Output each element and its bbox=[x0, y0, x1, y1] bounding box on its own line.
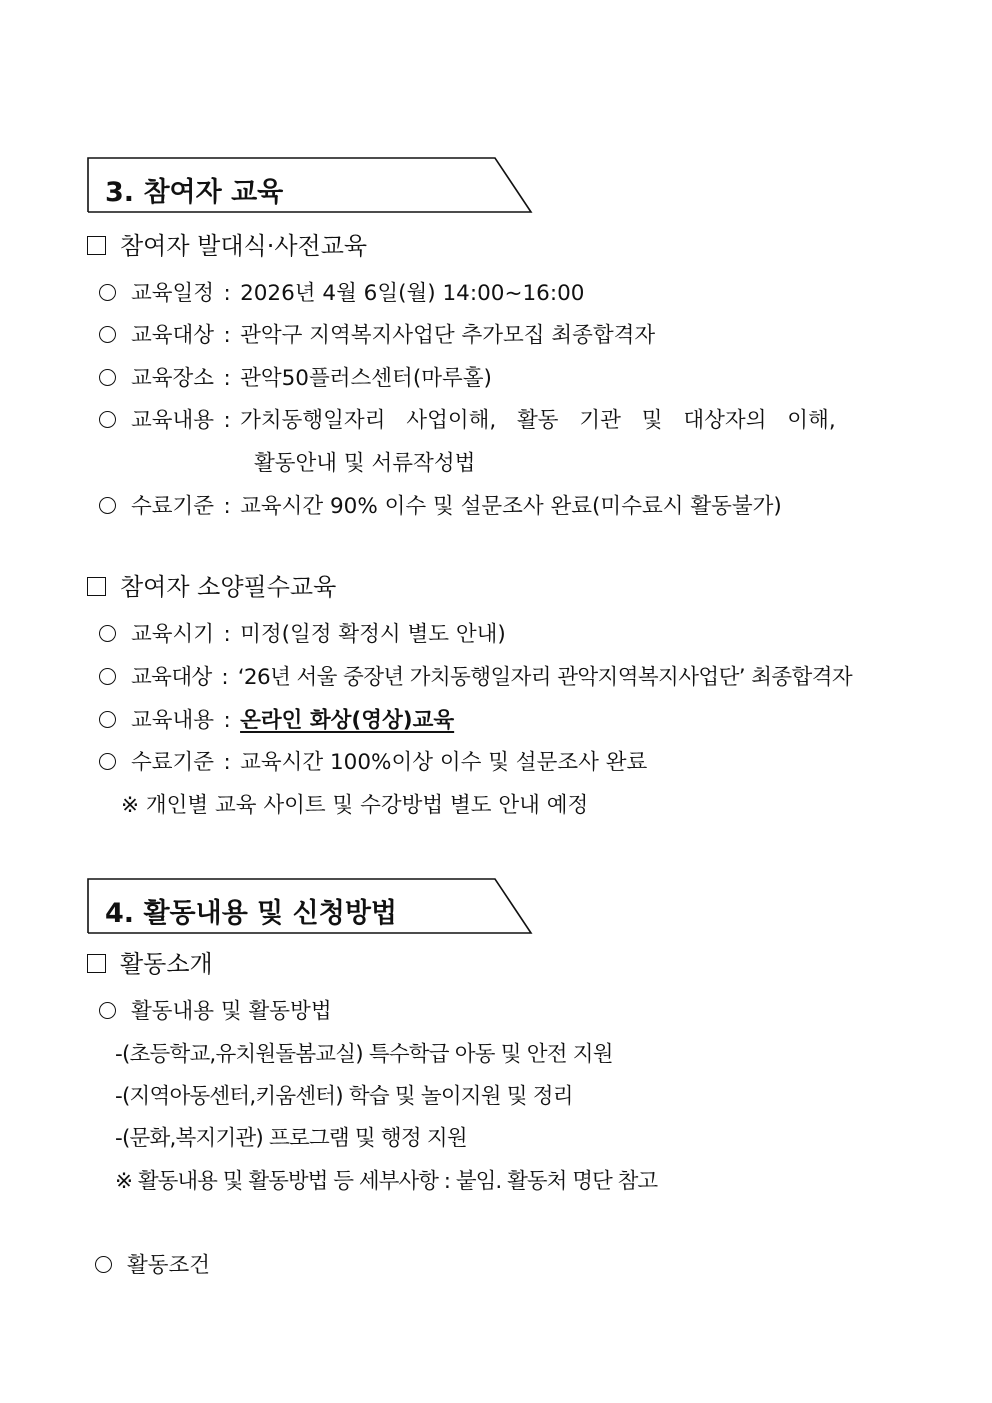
item-value: 미정(일정 확정시 별도 안내) bbox=[240, 622, 506, 647]
section-4-title: 4. 활동내용 및 신청방법 bbox=[105, 898, 397, 929]
note-text: ※ 개인별 교육 사이트 및 수강방법 별도 안내 예정 bbox=[121, 793, 589, 818]
colon: : bbox=[223, 750, 231, 775]
item-label: 교육대상 bbox=[131, 323, 215, 348]
circle-bullet-icon bbox=[99, 753, 116, 770]
activity-line: -(지역아동센터,키움센터) 학습 및 놀이지원 및 정리 bbox=[115, 1084, 573, 1109]
circle-bullet-icon bbox=[99, 326, 116, 343]
list-item bbox=[99, 276, 584, 307]
activity-line: -(초등학교,유치원돌봄교실) 특수학급 아동 및 안전 지원 bbox=[115, 1042, 613, 1067]
group-heading-text: 참여자 발대식·사전교육 bbox=[120, 232, 368, 260]
square-bullet-icon bbox=[87, 577, 106, 596]
section-4-banner bbox=[87, 878, 533, 934]
list-item bbox=[99, 660, 852, 691]
group-heading-activity bbox=[87, 944, 213, 979]
colon: : bbox=[223, 708, 231, 733]
item-label: 교육대상 bbox=[131, 665, 212, 690]
colon: : bbox=[223, 281, 231, 306]
circle-bullet-icon bbox=[99, 411, 116, 428]
item-value: 관악구 지역복지사업단 추가모집 최종합격자 bbox=[240, 323, 656, 348]
item-label: 교육내용 bbox=[131, 708, 215, 733]
list-item bbox=[95, 1248, 210, 1279]
item-label: 활동조건 bbox=[127, 1253, 211, 1278]
section-3-title: 3. 참여자 교육 bbox=[105, 177, 284, 208]
square-bullet-icon bbox=[87, 954, 106, 973]
group-heading-training bbox=[87, 567, 336, 602]
list-item bbox=[99, 703, 454, 734]
list-item bbox=[99, 617, 506, 648]
item-label: 교육일정 bbox=[131, 281, 215, 306]
list-item bbox=[99, 745, 647, 776]
item-label: 교육내용 bbox=[131, 408, 215, 433]
item-value-emphasis: 온라인 화상(영상)교육 bbox=[240, 708, 455, 733]
item-value: 교육시간 100%이상 이수 및 설문조사 완료 bbox=[240, 750, 648, 775]
item-label: 교육시기 bbox=[131, 622, 215, 647]
group-heading-text: 참여자 소양필수교육 bbox=[120, 573, 337, 601]
list-item bbox=[99, 994, 332, 1025]
colon: : bbox=[223, 323, 231, 348]
colon: : bbox=[221, 665, 229, 690]
section-3-banner bbox=[87, 157, 533, 213]
note-text: ※ 활동내용 및 활동방법 등 세부사항 : 붙임. 활동처 명단 참고 bbox=[115, 1169, 658, 1194]
item-label: 수료기준 bbox=[131, 750, 215, 775]
square-bullet-icon bbox=[87, 236, 106, 255]
item-value: ‘26년 서울 중장년 가치동행일자리 관악지역복지사업단’ 최종합격자 bbox=[237, 665, 853, 690]
item-label: 활동내용 및 활동방법 bbox=[131, 999, 332, 1024]
item-value: 가치동행일자리 사업이해, 활동 기관 및 대상자의 이해, bbox=[240, 408, 836, 433]
group-heading-text: 활동소개 bbox=[120, 950, 213, 978]
item-value: 관악50플러스센터(마루홀) bbox=[240, 366, 492, 391]
item-value: 교육시간 90% 이수 및 설문조사 완료(미수료시 활동불가) bbox=[240, 494, 782, 519]
circle-bullet-icon bbox=[99, 1002, 116, 1019]
item-label: 교육장소 bbox=[131, 366, 215, 391]
colon: : bbox=[223, 366, 231, 391]
colon: : bbox=[223, 408, 231, 433]
circle-bullet-icon bbox=[95, 1256, 112, 1273]
circle-bullet-icon bbox=[99, 711, 116, 728]
item-value: 2026년 4월 6일(월) 14:00~16:00 bbox=[240, 281, 585, 306]
colon: : bbox=[223, 494, 231, 519]
item-value-continued: 활동안내 및 서류작성법 bbox=[254, 451, 476, 476]
circle-bullet-icon bbox=[99, 497, 116, 514]
circle-bullet-icon bbox=[99, 284, 116, 301]
item-label: 수료기준 bbox=[131, 494, 215, 519]
list-item bbox=[99, 318, 655, 349]
colon: : bbox=[223, 622, 231, 647]
circle-bullet-icon bbox=[99, 369, 116, 386]
activity-line: -(문화,복지기관) 프로그램 및 행정 지원 bbox=[115, 1126, 467, 1151]
circle-bullet-icon bbox=[99, 668, 116, 685]
list-item bbox=[99, 489, 782, 520]
group-heading-orientation bbox=[87, 226, 367, 261]
list-item bbox=[99, 403, 836, 434]
list-item bbox=[99, 361, 492, 392]
circle-bullet-icon bbox=[99, 625, 116, 642]
